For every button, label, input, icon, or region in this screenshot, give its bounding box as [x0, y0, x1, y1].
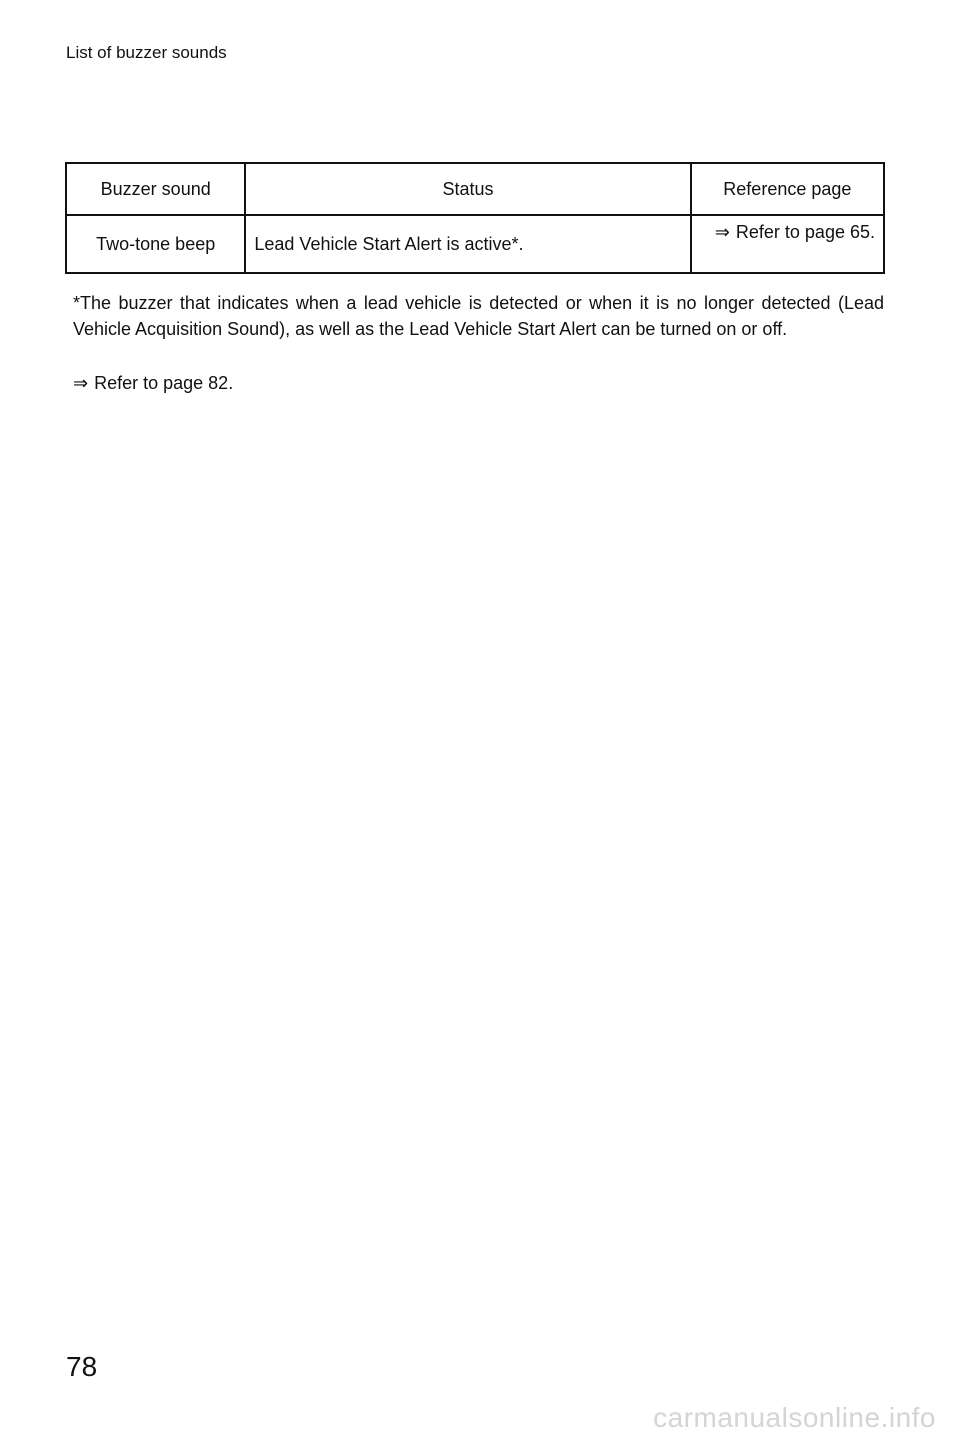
- footnote-reference-text: Refer to page 82.: [94, 373, 234, 393]
- double-arrow-right-icon: ⇒: [73, 373, 89, 393]
- section-header: List of buzzer sounds: [66, 43, 227, 62]
- column-header-reference-page: Reference page: [691, 163, 884, 215]
- buzzer-sounds-table: [65, 162, 885, 274]
- reference-link-text: Refer to page 65.: [735, 222, 875, 242]
- cell-reference-page: [691, 215, 884, 273]
- table-header-row: [66, 163, 884, 215]
- table-row: [66, 215, 884, 273]
- page-number: 78: [66, 1351, 98, 1382]
- watermark: carmanualsonline.info: [653, 1402, 936, 1433]
- column-header-buzzer-sound: Buzzer sound: [66, 163, 245, 215]
- footnote-reference: [73, 370, 233, 396]
- cell-status: Lead Vehicle Start Alert is active*.: [245, 215, 690, 273]
- cell-buzzer-sound: Two-tone beep: [66, 215, 245, 273]
- column-header-status: Status: [245, 163, 690, 215]
- double-arrow-right-icon: ⇒: [714, 222, 730, 242]
- footnote-text: *The buzzer that indicates when a lead vehicle is detected or when it is no longer detected (Lead Vehicle Acquisition Sound), as well as the Lead Vehicle Start Alert can be turned on or off.: [73, 293, 884, 339]
